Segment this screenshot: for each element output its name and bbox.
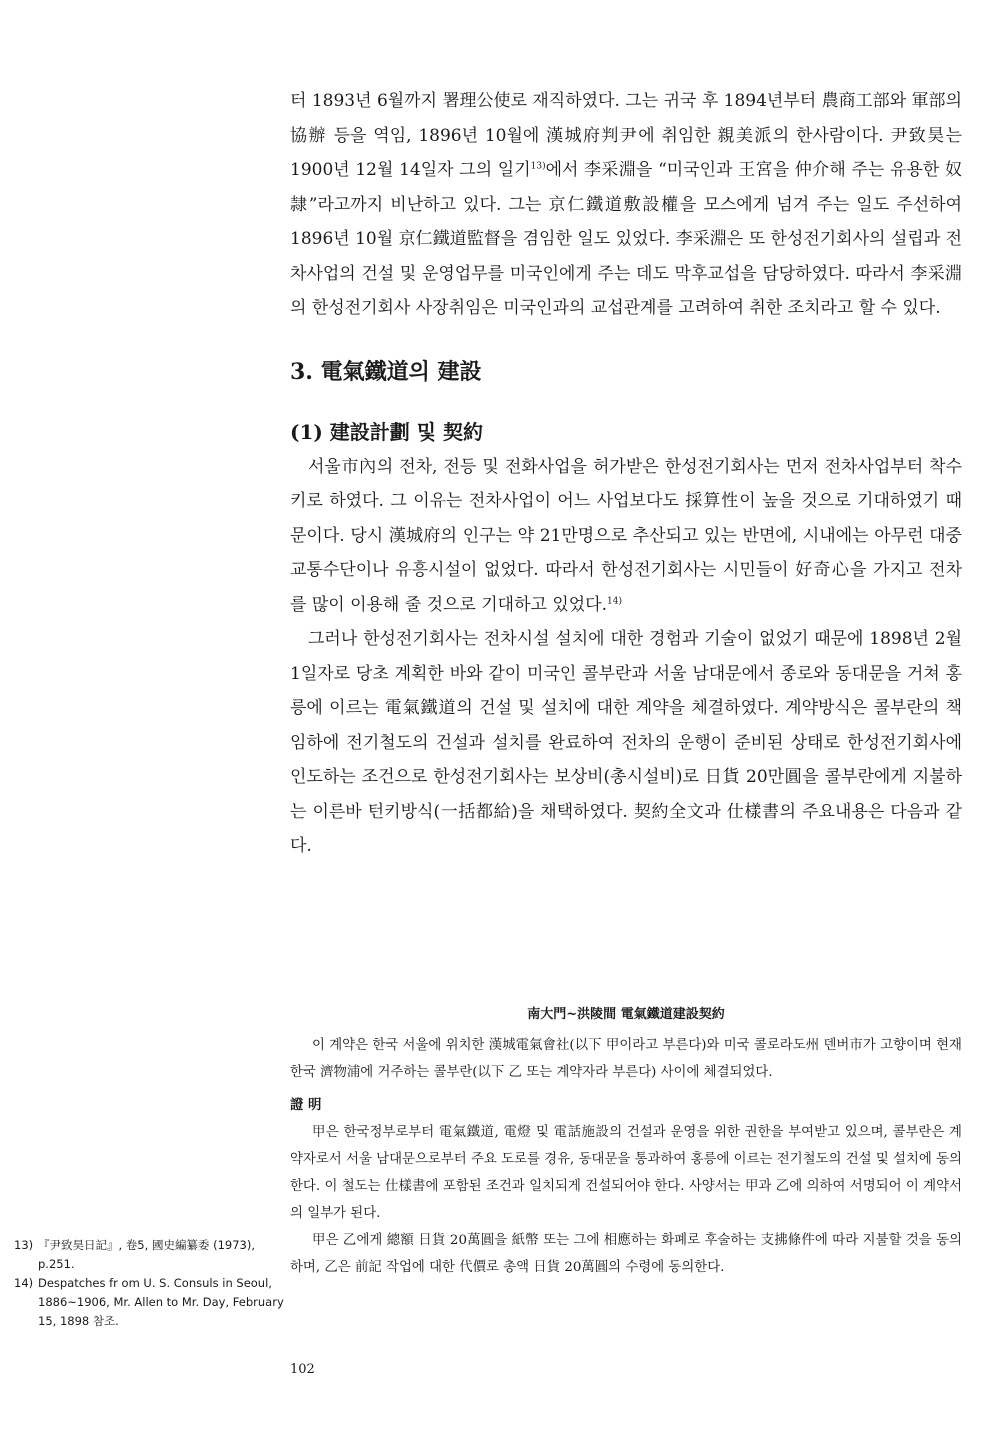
footnote-13: [14, 1236, 284, 1274]
footnote-ref-14: 14): [607, 595, 622, 606]
footnotes: [14, 1236, 284, 1331]
paragraph-3: [290, 622, 962, 864]
paragraph-3-text: 그러나 한성전기회사는 전차시설 설치에 대한 경험과 기술이 없었기 때문에 1898년 2월 1일자로 당초 계획한 바와 같이 미국인 콜부란과 서울 남대문에서 종로와 동대문을 거쳐 홍릉에 이르는 電氣鐵道의 건설 및 설치에 대한 계약을 체결하였다. 계약방식은 콜부란의 책임하에 전기철도의 건설과 설치를 완료하여 전차의 운행이 준비된 상태로 한성전기회사에 인도하는 조건으로 한성전기회사는 보상비(총시설비)로 日貨 20만圓을 콜부란에게 지불하는 이른바 턴키방식(一括都給)을 채택하였다. 契約全文과 仕樣書의 주요내용은 다음과 같다.: [290, 629, 962, 856]
section-heading: 3. 電氣鐵道의 建設: [290, 358, 482, 385]
contract-title: 南大門~洪陵間 電氣鐵道建設契約: [527, 1007, 725, 1022]
paragraph-1-text-cont: 에서 李采淵을 “미국인과 王宮을 仲介해 주는 유용한 奴隷”라고까지 비난하고 있다. 그는 京仁鐵道敷設權을 모스에게 넘겨 주는 일도 주선하여 1896년 10월 京仁鐵道監督을 겸임한 일도 있었다. 李采淵은 또 한성전기회사의 설립과 전차사업의 건설 및 운영업무를 미국인에게 주는 데도 막후교섭을 담당하였다. 따라서 李采淵의 한성전기회사 사장취임은 미국인과의 교섭관계를 고려하여 취한 조치라고 할 수 있다.: [290, 160, 962, 318]
paragraph-1-text: 터 1893년 6월까지 署理公使로 재직하였다. 그는 귀국 후 1894년부터 農商工部와 軍部의 協辦 등을 역임, 1896년 10월에 漢城府判尹에 취임한 親美派의 한사람이다. 尹致昊는 1900년 12월 14일자 그의 일기: [290, 91, 962, 180]
footnote-number: 14): [14, 1276, 34, 1290]
subsection-heading: (1) 建設計劃 및 契約: [290, 419, 484, 444]
proof-label: 證 明: [290, 1097, 322, 1113]
paragraph-2-text: 서울市內의 전차, 전등 및 전화사업을 허가받은 한성전기회사는 먼저 전차사업부터 착수키로 하였다. 그 이유는 전차사업이 어느 사업보다도 採算性이 높을 것으로 기대하였기 때문이다. 당시 漢城府의 인구는 약 21만명으로 추산되고 있는 반면에, 시내에는 아무런 대중교통수단이나 유흥시설이 없었다. 따라서 한성전기회사는 시민들이 好奇心을 가지고 전차를 많이 이용해 줄 것으로 기대하고 있었다.: [290, 456, 962, 615]
contract-block: [290, 1004, 962, 1281]
footnote-number: 13): [14, 1238, 34, 1252]
footnote-ref-13: 13): [530, 161, 546, 172]
main-text: [290, 84, 962, 864]
footnote-14: [14, 1274, 284, 1331]
paragraph-1: [290, 84, 962, 326]
footnote-text: 『尹致昊日記』, 卷5, 國史編纂委 (1973), p.251.: [38, 1238, 255, 1271]
contract-intro: 이 계약은 한국 서울에 위치한 漢城電氣會社(以下 甲이라고 부른다)와 미국 콜로라도州 덴버市가 고향이며 현재 한국 濟物浦에 거주하는 콜부란(以下 乙 또는 계약자라 부른다) 사이에 체결되었다.: [290, 1038, 962, 1080]
page-number: 102: [290, 1362, 315, 1377]
footnote-text: Despatches fr om U. S. Consuls in Seoul, 1886~1906, Mr. Allen to Mr. Day, February 15, 1898 참조.: [38, 1276, 284, 1328]
proof-text: 甲은 한국정부로부터 電氣鐵道, 電燈 및 電話施設의 건설과 운영을 위한 권한을 부여받고 있으며, 콜부란은 계약자로서 서울 남대문으로부터 주요 도로를 경유, 동대문을 통과하여 홍릉에 이르는 전기철도의 건설 및 설치에 동의한다. 이 철도는 仕樣書에 포함된 조건과 일치되게 건설되어야 한다. 사양서는 甲과 乙에 의하여 서명되어 이 계약서의 일부가 된다.: [290, 1125, 962, 1221]
paragraph-2: [290, 450, 962, 623]
payment-text: 甲은 乙에게 總額 日貨 20萬圓을 紙幣 또는 그에 相應하는 화폐로 후술하는 支拂條件에 따라 지불할 것을 동의하며, 乙은 前記 작업에 대한 代價로 총액 日貨 20萬圓의 수령에 동의한다.: [290, 1233, 962, 1275]
